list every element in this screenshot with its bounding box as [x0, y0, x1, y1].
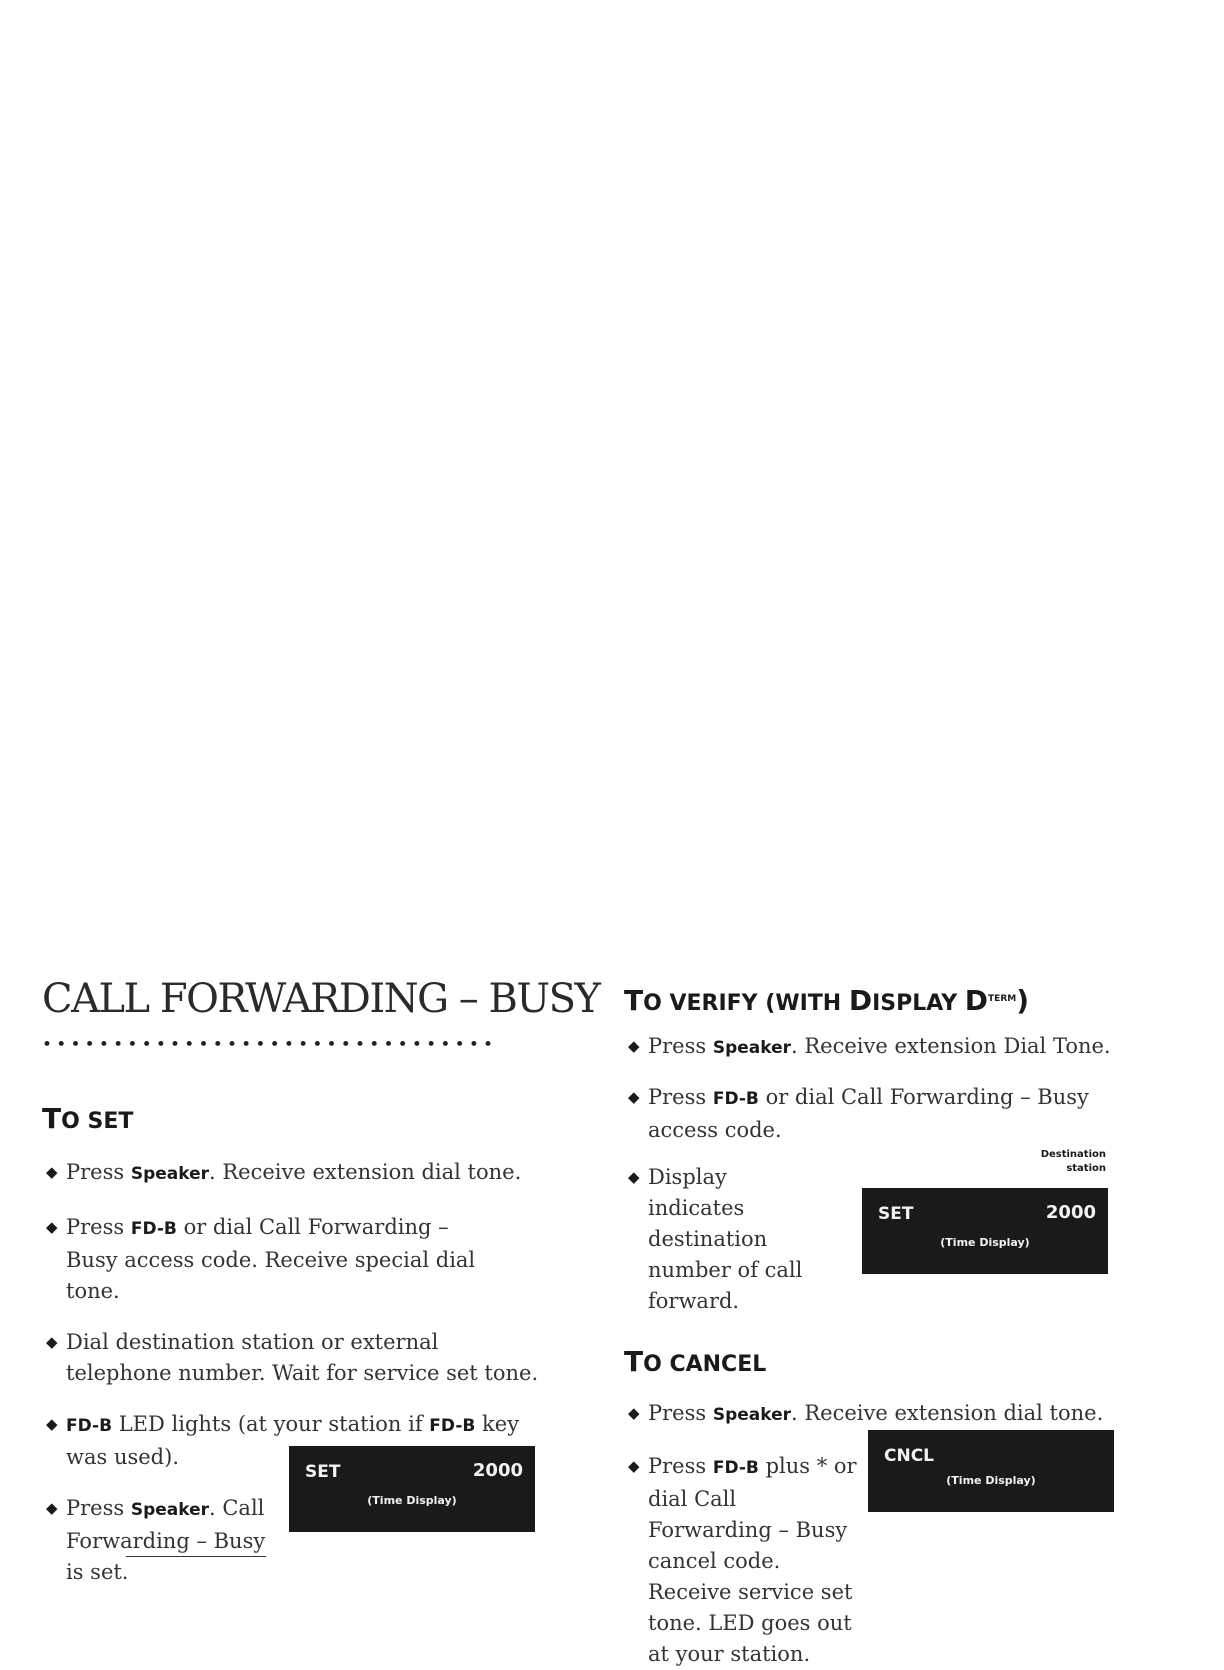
- right-column: [624, 968, 1124, 1670]
- cancel-step-1: ◆ Press Speaker. Receive extension dial tone.: [624, 1398, 1124, 1431]
- dotted-divider: ••••••••••••••••••••••••••••••••: [42, 1036, 498, 1054]
- footnote-rule: [126, 1556, 266, 1557]
- set-step-3: ◆ Dial destination station or external telephone number. Wait for service set tone.: [42, 1327, 546, 1389]
- lcd-time: (Time Display): [367, 1494, 457, 1507]
- lcd-number: 2000: [1045, 1202, 1096, 1223]
- page-title: CALL FORWARDING – BUSY: [42, 976, 600, 1022]
- diamond-bullet-icon: ◆: [46, 1333, 58, 1351]
- diamond-bullet-icon: ◆: [628, 1168, 640, 1186]
- destination-callout: Destination station: [1040, 1149, 1106, 1174]
- to-set-heading: TO SET: [42, 1102, 134, 1135]
- verify-step-3: ◆ Display indicates destination number of call forward.: [624, 1162, 828, 1317]
- diamond-bullet-icon: ◆: [46, 1499, 58, 1517]
- verify-step-2: ◆ Press FD-B or dial Call Forwarding – Busy access code.: [624, 1082, 1108, 1146]
- to-cancel-heading: TO CANCEL: [624, 1345, 767, 1378]
- diamond-bullet-icon: ◆: [628, 1457, 640, 1475]
- lcd-mode: CNCL: [884, 1446, 935, 1466]
- set-step-5: ◆ Press Speaker. Call Forwarding – Busy is set.: [42, 1493, 266, 1588]
- lcd-mode: SET: [305, 1462, 341, 1482]
- lcd-number: 2000: [472, 1460, 523, 1481]
- lcd-time: (Time Display): [940, 1236, 1030, 1249]
- set-step-1: ◆ Press Speaker. Receive extension dial tone.: [42, 1157, 542, 1190]
- verify-lcd-display: [862, 1188, 1108, 1274]
- set-step-2: ◆ Press FD-B or dial Call Forwarding – Busy access code. Receive special dial tone.: [42, 1212, 506, 1307]
- diamond-bullet-icon: ◆: [628, 1037, 640, 1055]
- lcd-mode: SET: [878, 1204, 914, 1224]
- diamond-bullet-icon: ◆: [628, 1088, 640, 1106]
- diamond-bullet-icon: ◆: [46, 1218, 58, 1236]
- lcd-time: (Time Display): [946, 1474, 1036, 1487]
- cancel-lcd-display: [868, 1430, 1114, 1512]
- diamond-bullet-icon: ◆: [46, 1415, 58, 1433]
- cancel-step-2: ◆ Press FD-B plus * or dial Call Forwarding – Busy cancel code. Receive service set tone. LED goes out at your station.: [624, 1451, 863, 1670]
- set-lcd-display: [289, 1446, 535, 1532]
- verify-step-1: ◆ Press Speaker. Receive extension Dial Tone.: [624, 1031, 1124, 1064]
- diamond-bullet-icon: ◆: [628, 1404, 640, 1422]
- set-step-4: ◆ FD-B LED lights (at your station if FD-B key was used).: [42, 1409, 526, 1473]
- diamond-bullet-icon: ◆: [46, 1163, 58, 1181]
- to-verify-heading: TO VERIFY (WITH DISPLAY $D^{TERM}$): [624, 984, 1030, 1017]
